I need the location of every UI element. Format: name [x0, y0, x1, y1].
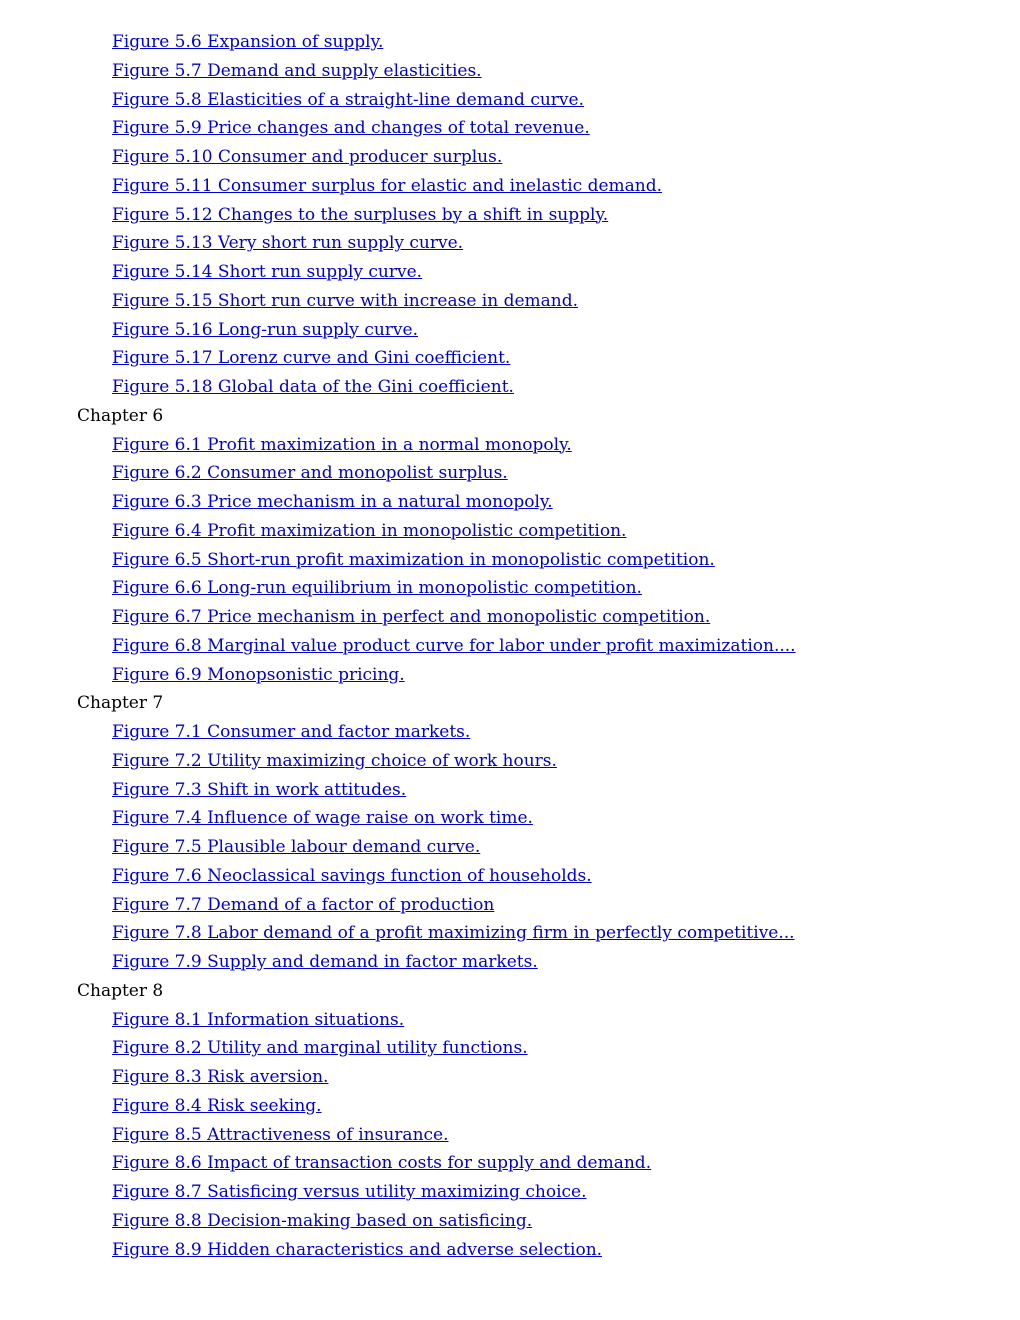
- list-item: [0, 86, 1020, 115]
- list-item: [0, 833, 1020, 862]
- figure-link-5-9[interactable]: Figure 5.9 Price changes and changes of total revenue.: [112, 118, 590, 139]
- list-item: [0, 948, 1020, 977]
- figure-link-7-8[interactable]: Figure 7.8 Labor demand of a profit maximizing firm in perfectly competitive...: [112, 923, 795, 944]
- figure-link-6-3[interactable]: Figure 6.3 Price mechanism in a natural monopoly.: [112, 492, 553, 512]
- list-item: [0, 661, 1020, 690]
- list-of-figures: [0, 28, 1020, 1264]
- figure-link-8-9[interactable]: Figure 8.9 Hidden characteristics and adverse selection.: [112, 1239, 603, 1260]
- list-item: [0, 546, 1020, 575]
- list-item: [0, 718, 1020, 747]
- list-item: [0, 632, 1020, 661]
- figure-link-5-11[interactable]: Figure 5.11 Consumer surplus for elastic and inelastic demand.: [112, 175, 663, 196]
- figure-link-5-14[interactable]: Figure 5.14 Short run supply curve.: [112, 262, 423, 282]
- figure-link-5-12[interactable]: Figure 5.12 Changes to the surpluses by a shift in supply.: [112, 204, 609, 225]
- list-item: [0, 316, 1020, 345]
- figure-link-8-1[interactable]: Figure 8.1 Information situations.: [112, 1009, 405, 1030]
- list-item: [0, 1063, 1020, 1092]
- figure-link-8-2[interactable]: Figure 8.2 Utility and marginal utility functions.: [112, 1038, 528, 1059]
- figure-link-7-2[interactable]: Figure 7.2 Utility maximizing choice of work hours.: [112, 750, 557, 771]
- list-item: [0, 891, 1020, 920]
- list-item: [0, 431, 1020, 460]
- list-item: [0, 804, 1020, 833]
- list-item: [0, 459, 1020, 488]
- figure-link-5-10[interactable]: Figure 5.10 Consumer and producer surplus.: [112, 147, 503, 167]
- figure-link-6-9[interactable]: Figure 6.9 Monopsonistic pricing.: [112, 664, 405, 685]
- figure-link-8-7[interactable]: Figure 8.7 Satisficing versus utility maximizing choice.: [112, 1182, 587, 1202]
- list-item: [0, 28, 1020, 57]
- list-item: [0, 114, 1020, 143]
- list-item: [0, 517, 1020, 546]
- figure-link-7-1[interactable]: Figure 7.1 Consumer and factor markets.: [112, 722, 471, 742]
- figure-link-7-3[interactable]: Figure 7.3 Shift in work attitudes.: [112, 779, 407, 800]
- list-item: [0, 201, 1020, 230]
- figure-link-5-6[interactable]: Figure 5.6 Expansion of supply.: [112, 32, 384, 52]
- list-item: [0, 258, 1020, 287]
- list-item: [0, 747, 1020, 776]
- figure-link-5-7[interactable]: Figure 5.7 Demand and supply elasticities.: [112, 60, 482, 81]
- figure-link-5-17[interactable]: Figure 5.17 Lorenz curve and Gini coefficient.: [112, 348, 511, 369]
- chapter-heading-6: Chapter 6: [77, 405, 164, 426]
- list-item: [0, 172, 1020, 201]
- figure-link-6-8[interactable]: Figure 6.8 Marginal value product curve for labor under profit maximization....: [112, 635, 796, 656]
- list-item: [0, 287, 1020, 316]
- list-item: [0, 776, 1020, 805]
- figure-link-6-5[interactable]: Figure 6.5 Short-run profit maximization in monopolistic competition.: [112, 549, 715, 570]
- figure-link-8-8[interactable]: Figure 8.8 Decision-making based on satisficing.: [112, 1210, 533, 1231]
- figure-link-6-6[interactable]: Figure 6.6 Long-run equilibrium in monopolistic competition.: [112, 578, 642, 599]
- list-item: [0, 1006, 1020, 1035]
- list-item: [0, 862, 1020, 891]
- figure-link-5-15[interactable]: Figure 5.15 Short run curve with increase in demand.: [112, 290, 579, 311]
- figure-link-7-4[interactable]: Figure 7.4 Influence of wage raise on work time.: [112, 808, 533, 829]
- figure-link-8-5[interactable]: Figure 8.5 Attractiveness of insurance.: [112, 1124, 449, 1145]
- list-item: [0, 1092, 1020, 1121]
- chapter-heading-8: Chapter 8: [77, 980, 164, 1001]
- list-item: [0, 1149, 1020, 1178]
- figure-link-7-6[interactable]: Figure 7.6 Neoclassical savings function of households.: [112, 865, 592, 886]
- list-item: [0, 1121, 1020, 1150]
- figure-link-7-9[interactable]: Figure 7.9 Supply and demand in factor markets.: [112, 952, 538, 972]
- list-item: [0, 1207, 1020, 1236]
- list-item: [0, 1236, 1020, 1265]
- list-item: [0, 919, 1020, 948]
- chapter-heading-7: Chapter 7: [77, 693, 164, 714]
- figure-link-6-2[interactable]: Figure 6.2 Consumer and monopolist surplus.: [112, 463, 508, 484]
- figure-link-6-1[interactable]: Figure 6.1 Profit maximization in a normal monopoly.: [112, 434, 572, 455]
- figure-link-7-7[interactable]: Figure 7.7 Demand of a factor of production: [112, 894, 495, 915]
- figure-link-5-16[interactable]: Figure 5.16 Long-run supply curve.: [112, 319, 418, 340]
- list-item: [0, 57, 1020, 86]
- figure-link-5-18[interactable]: Figure 5.18 Global data of the Gini coefficient.: [112, 377, 514, 397]
- list-item: [0, 574, 1020, 603]
- list-item: [0, 603, 1020, 632]
- figure-link-7-5[interactable]: Figure 7.5 Plausible labour demand curve.: [112, 837, 481, 857]
- figure-link-8-4[interactable]: Figure 8.4 Risk seeking.: [112, 1095, 322, 1116]
- list-item: [0, 344, 1020, 373]
- list-item: [0, 1178, 1020, 1207]
- figure-link-5-13[interactable]: Figure 5.13 Very short run supply curve.: [112, 233, 464, 254]
- list-item: [0, 373, 1020, 402]
- figure-link-8-6[interactable]: Figure 8.6 Impact of transaction costs for supply and demand.: [112, 1153, 652, 1174]
- figure-link-5-8[interactable]: Figure 5.8 Elasticities of a straight-line demand curve.: [112, 89, 584, 110]
- list-item: [0, 143, 1020, 172]
- list-item: [0, 1034, 1020, 1063]
- figure-link-6-7[interactable]: Figure 6.7 Price mechanism in perfect and monopolistic competition.: [112, 607, 711, 627]
- figure-link-6-4[interactable]: Figure 6.4 Profit maximization in monopolistic competition.: [112, 520, 627, 541]
- list-item: [0, 229, 1020, 258]
- list-item: [0, 488, 1020, 517]
- figure-link-8-3[interactable]: Figure 8.3 Risk aversion.: [112, 1067, 329, 1087]
